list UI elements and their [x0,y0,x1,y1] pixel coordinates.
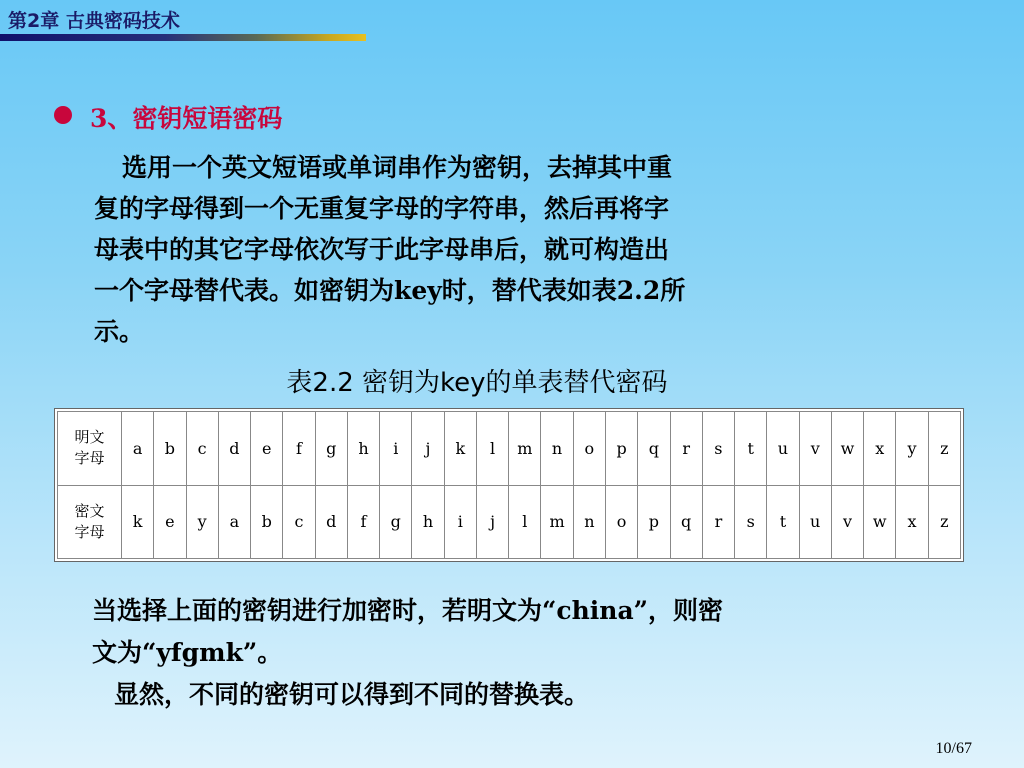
letter-cell: a [218,485,250,559]
letter-cell: m [509,412,541,486]
letter-cell: q [638,412,670,486]
letter-cell: b [154,412,186,486]
chapter-title: 第2章 古典密码技术 [8,10,180,32]
letter-cell: l [476,412,508,486]
paragraph-line: 一个字母替代表。如密钥为key时，替代表如表2.2所 [94,276,686,305]
letter-cell: n [541,412,573,486]
letter-cell: x [896,485,928,559]
letter-cell: k [444,412,476,486]
letter-cell: w [864,485,896,559]
letter-cell: m [541,485,573,559]
header-divider [0,34,366,41]
section-heading: 3、密钥短语密码 [90,104,283,133]
letter-cell: z [928,485,960,559]
letter-cell: o [605,485,637,559]
conclusion-paragraph [92,590,952,716]
paragraph-line: 文为“yfgmk”。 [92,638,283,667]
letter-cell: a [122,412,154,486]
letter-cell: q [670,485,702,559]
letter-cell: u [767,412,799,486]
letter-cell: e [251,412,283,486]
letter-cell: x [864,412,896,486]
letter-cell: z [928,412,960,486]
letter-cell: k [122,485,154,559]
letter-cell: g [315,412,347,486]
row-header [58,485,122,559]
row-header-line: 明文 [74,428,105,447]
table-caption: 表2.2 密钥为key的单表替代密码 [286,368,668,398]
letter-cell: i [444,485,476,559]
substitution-grid [57,411,961,559]
letter-cell: f [347,485,379,559]
letter-cell: s [735,485,767,559]
letter-cell: j [476,485,508,559]
bullet-dot-icon [54,106,72,124]
row-header-line: 字母 [74,449,105,468]
letter-cell: f [283,412,315,486]
letter-cell: c [283,485,315,559]
letter-cell: l [509,485,541,559]
letter-cell: p [605,412,637,486]
paragraph-line: 显然，不同的密钥可以得到不同的替换表。 [114,680,590,709]
letter-cell: r [702,485,734,559]
letter-cell: v [831,485,863,559]
letter-cell: p [638,485,670,559]
letter-cell: w [831,412,863,486]
letter-cell: y [186,485,218,559]
paragraph-line: 选用一个英文短语或单词串作为密钥，去掉其中重 [122,153,673,182]
letter-cell: d [315,485,347,559]
letter-cell: t [735,412,767,486]
letter-cell: d [218,412,250,486]
letter-cell: g [380,485,412,559]
letter-cell: v [799,412,831,486]
letter-cell: o [573,412,605,486]
letter-cell: e [154,485,186,559]
letter-cell: h [347,412,379,486]
letter-cell: c [186,412,218,486]
letter-cell: t [767,485,799,559]
paragraph-line: 当选择上面的密钥进行加密时，若明文为“china”，则密 [92,596,724,625]
page-number: 10/67 [935,740,972,757]
row-header [58,412,122,486]
letter-cell: s [702,412,734,486]
plaintext-row [58,412,961,486]
letter-cell: h [412,485,444,559]
letter-cell: r [670,412,702,486]
letter-cell: n [573,485,605,559]
ciphertext-row [58,485,961,559]
letter-cell: i [380,412,412,486]
paragraph-line: 复的字母得到一个无重复字母的字符串，然后再将字 [94,194,670,223]
paragraph-line: 母表中的其它字母依次写于此字母串后，就可构造出 [94,235,670,264]
paragraph-line: 示。 [94,317,145,346]
substitution-table [54,408,964,562]
body-paragraph [94,147,894,352]
letter-cell: b [251,485,283,559]
letter-cell: j [412,412,444,486]
row-header-line: 字母 [74,522,105,541]
letter-cell: u [799,485,831,559]
letter-cell: y [896,412,928,486]
row-header-line: 密文 [74,501,105,520]
